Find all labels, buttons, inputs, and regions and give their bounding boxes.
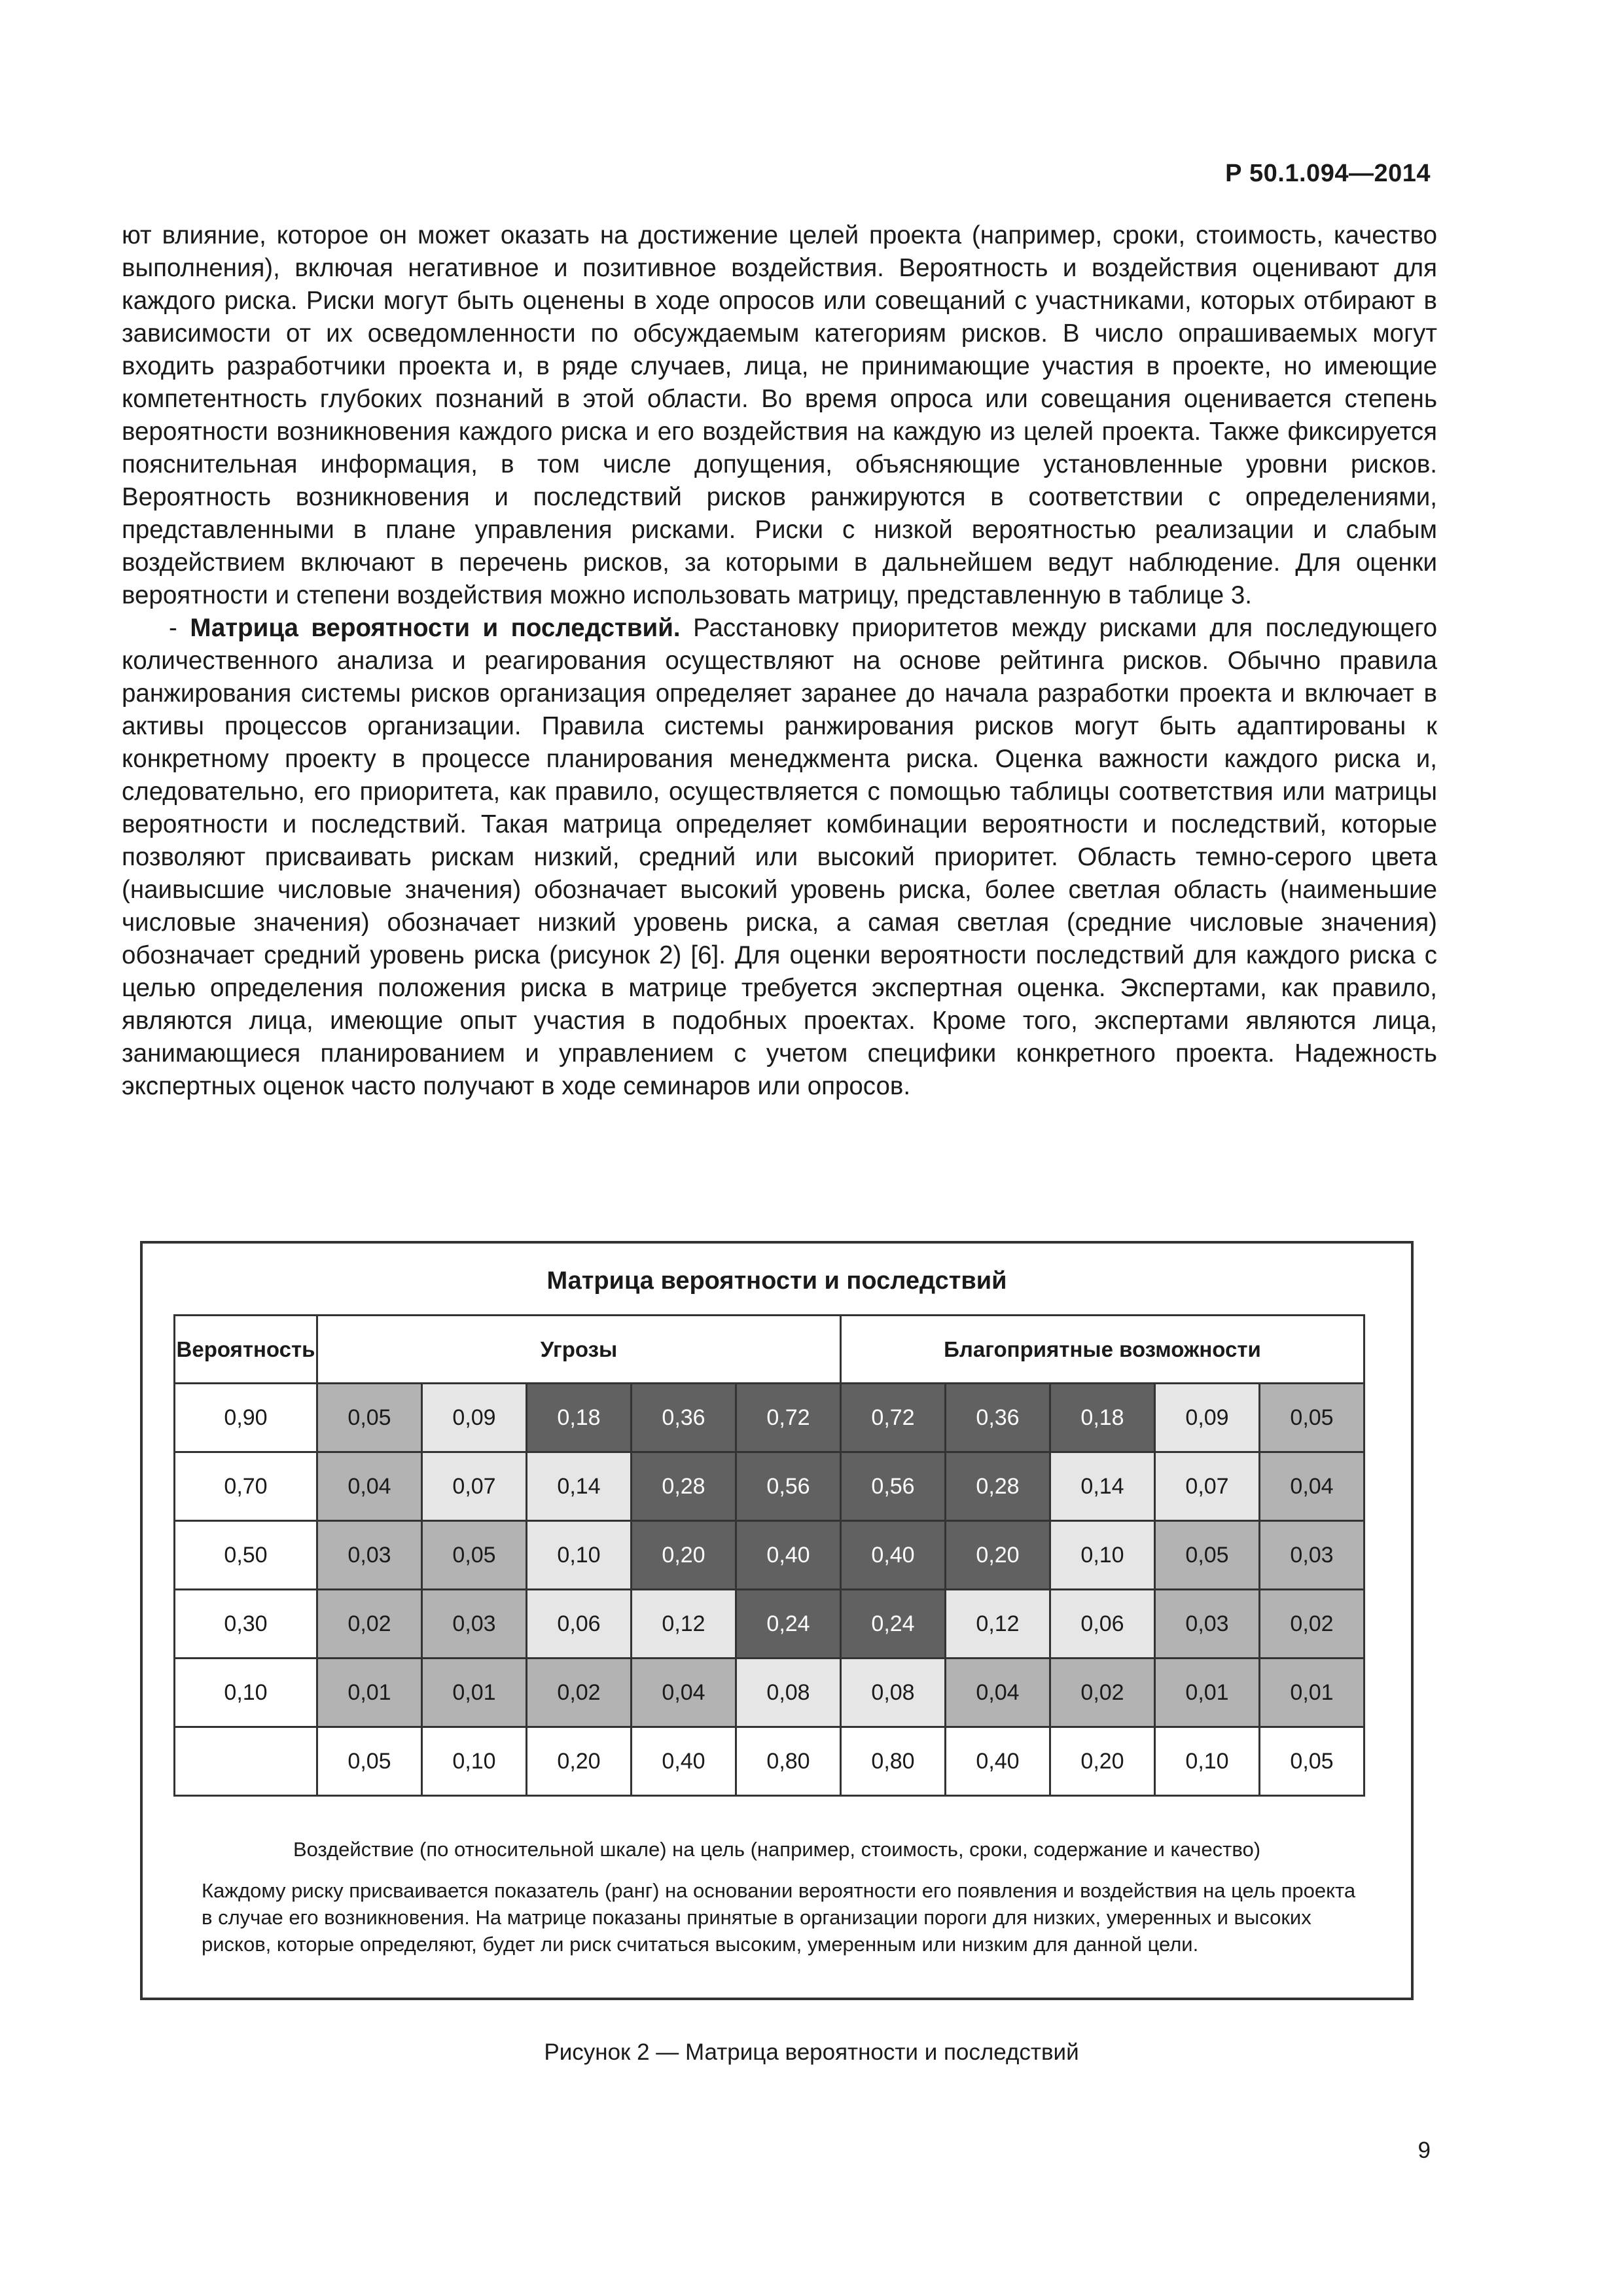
risk-score-cell: 0,05 [1260,1384,1364,1452]
risk-score-cell: 0,72 [736,1384,841,1452]
probability-header: Вероятность [175,1316,317,1384]
risk-score-cell: 0,12 [946,1590,1050,1659]
document-code: Р 50.1.094—2014 [1225,160,1431,187]
risk-score-cell: 0,01 [317,1659,422,1727]
risk-matrix-table [173,1314,1365,1797]
risk-score-cell: 0,05 [1155,1521,1260,1590]
risk-score-cell: 0,08 [736,1659,841,1727]
probability-cell: 0,50 [175,1521,317,1590]
risk-score-cell: 0,72 [841,1384,946,1452]
impact-row [175,1727,1364,1796]
impact-value-cell: 0,40 [632,1727,736,1796]
probability-cell: 0,30 [175,1590,317,1659]
risk-score-cell: 0,18 [527,1384,632,1452]
impact-value-cell: 0,80 [841,1727,946,1796]
risk-score-cell: 0,03 [1155,1590,1260,1659]
risk-score-cell: 0,04 [1260,1452,1364,1521]
risk-score-cell: 0,03 [1260,1521,1364,1590]
impact-value-cell: 0,40 [946,1727,1050,1796]
risk-score-cell: 0,24 [841,1590,946,1659]
impact-value-cell: 0,10 [422,1727,527,1796]
risk-score-cell: 0,04 [632,1659,736,1727]
matrix-header-row [175,1316,1364,1384]
risk-score-cell: 0,02 [527,1659,632,1727]
risk-score-cell: 0,56 [841,1452,946,1521]
risk-score-cell: 0,36 [632,1384,736,1452]
matrix-row [175,1521,1364,1590]
paragraph-2-text: Расстановку приоритетов между рисками для последующего количественного анализа и реагирования осуществляют на основе рейтинга рисков. Обычно правила ранжирования системы рисков организация определяет заранее до начала разработки проекта и включает в активы процессов организации. Правила системы ранжирования рисков могут быть адаптированы к конкретному проекту в процессе планирования менеджмента риска. Оценка важности каждого риска и, следовательно, его приоритета, как правило, осуществляется с помощью таблицы соответствия или матрицы вероятности и последствий. Такая матрица определяет комбинации вероятности и последствий, которые позволяют присваивать рискам низкий, средний или высокий приоритет. Область темно-серого цвета (наивысшие числовые значения) обозначает высокий уровень риска, более светлая область (наименьшие числовые значения) обозначает низкий уровень риска, а самая светлая (средние числовые значения) обозначает средний уровень риска (рисунок 2) [6]. Для оценки вероятности последствий для каждого риска с целью определения положения риска в матрице требуется экспертная оценка. Экспертами, как правило, являются лица, имеющие опыт участия в подобных проектах. Кроме того, экспертами являются лица, занимающиеся планированием и управлением с учетом специфики конкретного проекта. Надежность экспертных оценок часто получают в ходе семинаров или опросов. [122,614,1437,1100]
risk-score-cell: 0,07 [422,1452,527,1521]
matrix-note: Каждому риску присваивается показатель (ранг) на основании вероятности его появления и воздействия на цель проекта в случае его возникновения. На матрице показаны принятые в организации пороги для низких, умеренных и высоких рисков, которые определяют, будет ли риск считаться высоким, умеренным или низким для данной цели. [202,1879,1356,1956]
impact-value-cell: 0,20 [527,1727,632,1796]
risk-score-cell: 0,10 [1050,1521,1155,1590]
risk-score-cell: 0,05 [317,1384,422,1452]
list-dash: - [169,614,190,642]
risk-score-cell: 0,06 [527,1590,632,1659]
probability-cell: 0,90 [175,1384,317,1452]
matrix-row [175,1659,1364,1727]
risk-score-cell: 0,12 [632,1590,736,1659]
risk-score-cell: 0,24 [736,1590,841,1659]
probability-cell: 0,10 [175,1659,317,1727]
risk-score-cell: 0,08 [841,1659,946,1727]
page-number: 9 [1418,2138,1431,2163]
risk-score-cell: 0,20 [632,1521,736,1590]
risk-score-cell: 0,07 [1155,1452,1260,1521]
matrix-row [175,1384,1364,1452]
impact-value-cell: 0,05 [317,1727,422,1796]
risk-score-cell: 0,14 [1050,1452,1155,1521]
matrix-title: Матрица вероятности и последствий [546,1267,1007,1295]
paragraph-2-term: Матрица вероятности и последствий. [190,614,681,642]
risk-score-cell: 0,05 [422,1521,527,1590]
risk-score-cell: 0,03 [317,1521,422,1590]
risk-score-cell: 0,14 [527,1452,632,1521]
impact-axis-label: Воздействие (по относительной шкале) на цель (например, стоимость, сроки, содержание и качество) [293,1838,1261,1861]
impact-value-cell: 0,05 [1260,1727,1364,1796]
risk-score-cell: 0,56 [736,1452,841,1521]
impact-value-cell: 0,20 [1050,1727,1155,1796]
risk-score-cell: 0,01 [422,1659,527,1727]
risk-score-cell: 0,28 [946,1452,1050,1521]
body-text [122,219,1437,1103]
risk-score-cell: 0,04 [946,1659,1050,1727]
risk-score-cell: 0,01 [1260,1659,1364,1727]
risk-score-cell: 0,20 [946,1521,1050,1590]
impact-value-cell: 0,80 [736,1727,841,1796]
risk-score-cell: 0,04 [317,1452,422,1521]
figure-caption: Рисунок 2 — Матрица вероятности и последствий [544,2039,1079,2065]
opportunities-header: Благоприятные возможности [841,1316,1364,1384]
risk-score-cell: 0,28 [632,1452,736,1521]
risk-score-cell: 0,40 [841,1521,946,1590]
threats-header: Угрозы [317,1316,841,1384]
empty-corner-cell [175,1727,317,1796]
risk-score-cell: 0,18 [1050,1384,1155,1452]
risk-score-cell: 0,03 [422,1590,527,1659]
risk-score-cell: 0,09 [1155,1384,1260,1452]
matrix-row [175,1452,1364,1521]
risk-score-cell: 0,02 [1050,1659,1155,1727]
figure-frame [140,1241,1414,2000]
risk-score-cell: 0,02 [317,1590,422,1659]
matrix-row [175,1590,1364,1659]
risk-score-cell: 0,01 [1155,1659,1260,1727]
paragraph-1: ют влияние, которое он может оказать на достижение целей проекта (например, сроки, стоимость, качество выполнения), включая негативное и позитивное воздействия. Вероятность и воздействия оценивают для каждого риска. Риски могут быть оценены в ходе опросов или совещаний с участниками, которых отбирают в зависимости от их осведомленности по обсуждаемым категориям рисков. В число опрашиваемых могут входить разработчики проекта и, в ряде случаев, лица, не принимающие участия в проекте, но имеющие компетентность глубоких познаний в этой области. Во время опроса или совещания оценивается степень вероятности возникновения каждого риска и его воздействия на каждую из целей проекта. Также фиксируется пояснительная информация, в том числе допущения, объясняющие установленные уровни рисков. Вероятность возникновения и последствий рисков ранжируются в соответствии с определениями, представленными в плане управления рисками. Риски с низкой вероятностью реализации и слабым воздействием включают в перечень рисков, за которыми в дальнейшем ведут наблюдение. Для оценки вероятности и степени воздействия можно использовать матрицу, представленную в таблице 3. [122,221,1437,609]
risk-score-cell: 0,10 [527,1521,632,1590]
risk-score-cell: 0,06 [1050,1590,1155,1659]
risk-score-cell: 0,40 [736,1521,841,1590]
paragraph-2 [122,612,1437,1103]
risk-score-cell: 0,36 [946,1384,1050,1452]
probability-cell: 0,70 [175,1452,317,1521]
risk-score-cell: 0,02 [1260,1590,1364,1659]
risk-score-cell: 0,09 [422,1384,527,1452]
impact-value-cell: 0,10 [1155,1727,1260,1796]
